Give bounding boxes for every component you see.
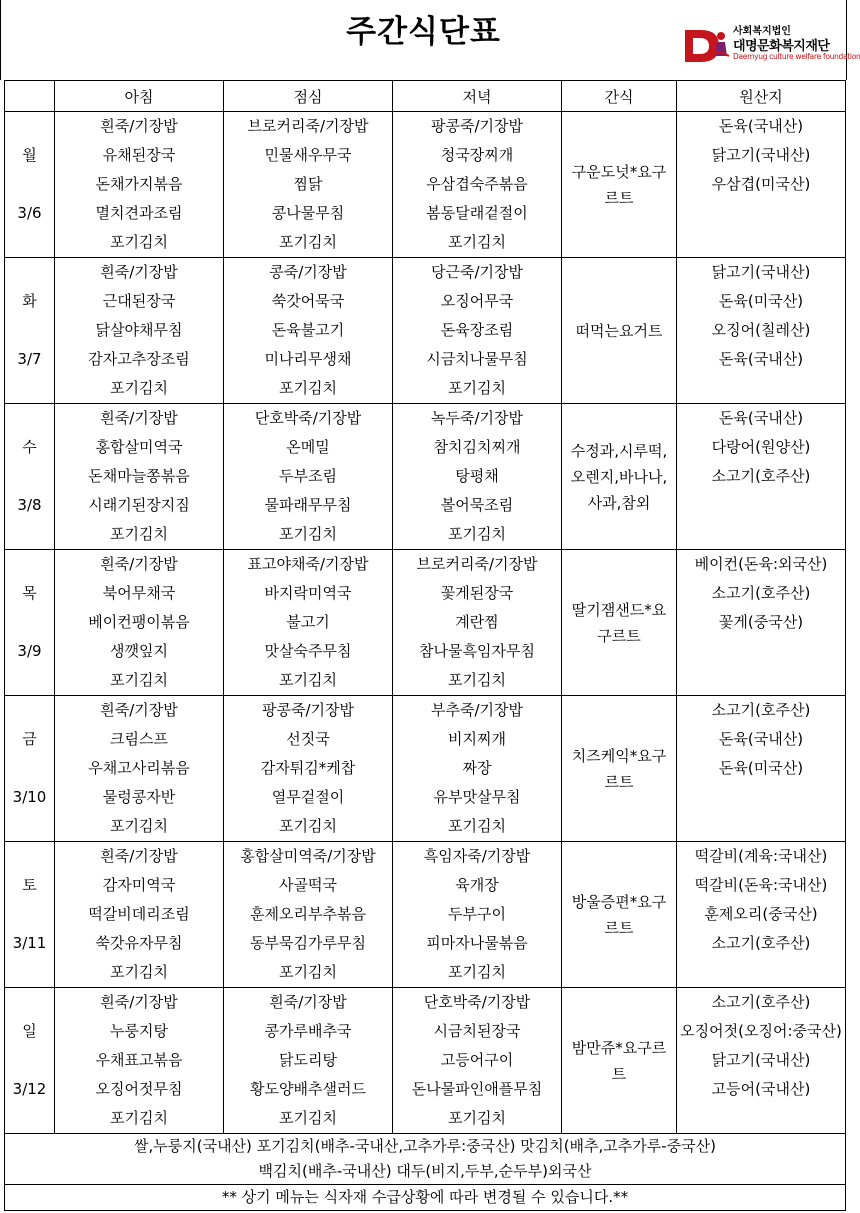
dinner-cell [393, 696, 562, 842]
footer-line: 쌀,누룽지(국내산) 포기김치(배추-국내산,고추가루:중국산) 맛김치(배추,고추가루-중국산) [134, 1137, 716, 1155]
origin-item: 오징어젓(오징어:중국산) [680, 1022, 842, 1040]
origin-item: 돈육(국내산) [718, 350, 804, 368]
dinner-item: 봄동달래겉절이 [426, 204, 528, 222]
weekday-label: 일 [22, 1022, 37, 1040]
origin-item: 소고기(호주산) [711, 701, 811, 719]
origin-item: 훈제오리(중국산) [704, 905, 818, 923]
header-dinner: 저녁 [393, 81, 562, 112]
table-header-row [5, 81, 846, 112]
logo-subtitle: 사회복지법인 [733, 26, 791, 37]
dinner-item: 포기김치 [448, 671, 506, 689]
dinner-item: 탕평채 [455, 467, 499, 485]
notice-text: ** 상기 메뉴는 식자재 수급상황에 따라 변경될 수 있습니다.** [5, 1185, 846, 1211]
breakfast-item: 흰죽/기장밥 [100, 993, 178, 1011]
lunch-item: 콩나물무침 [271, 204, 345, 222]
snack-cell: 치즈케익*요구르트 [562, 696, 677, 842]
origin-item: 돈육(미국산) [718, 292, 804, 310]
breakfast-item: 포기김치 [110, 525, 168, 543]
dinner-item: 브로커리죽/기장밥 [416, 555, 538, 573]
lunch-cell [224, 550, 393, 696]
lunch-item: 감자튀김*케찹 [260, 759, 356, 777]
snack-cell: 딸기잼샌드*요구르트 [562, 550, 677, 696]
date-label: 3/10 [12, 788, 47, 806]
breakfast-item: 우채표고볶음 [95, 1051, 183, 1069]
lunch-item: 홍합살미역죽/기장밥 [240, 847, 376, 865]
origin-item: 떡갈비(계육:국내산) [694, 847, 828, 865]
day-cell [5, 258, 55, 404]
lunch-item: 민물새우무국 [264, 146, 352, 164]
origin-item: 우삼겹(미국산) [711, 175, 811, 193]
breakfast-item: 흰죽/기장밥 [100, 555, 178, 573]
lunch-item: 흰죽/기장밥 [269, 993, 347, 1011]
dinner-cell [393, 112, 562, 258]
dinner-cell [393, 988, 562, 1134]
snack-cell: 구운도넛*요구르트 [562, 112, 677, 258]
footer-notice-row [5, 1185, 846, 1211]
weekday-label: 화 [22, 292, 37, 310]
dinner-cell [393, 404, 562, 550]
dinner-item: 육개장 [455, 876, 499, 894]
logo-english: Daemyug culture welfare foundation [733, 52, 860, 61]
lunch-item: 콩죽/기장밥 [269, 263, 347, 281]
dinner-item: 오징어무국 [440, 292, 514, 310]
dinner-item: 포기김치 [448, 525, 506, 543]
day-cell [5, 550, 55, 696]
breakfast-item: 물렁콩자반 [102, 788, 176, 806]
dinner-item: 시금치된장국 [433, 1022, 521, 1040]
dinner-item: 녹두죽/기장밥 [431, 409, 523, 427]
dinner-item: 포기김치 [448, 379, 506, 397]
lunch-item: 열무겉절이 [271, 788, 345, 806]
breakfast-cell [55, 696, 224, 842]
breakfast-item: 포기김치 [110, 1109, 168, 1127]
breakfast-item: 북어무채국 [102, 584, 176, 602]
origin-item: 돈육(미국산) [718, 759, 804, 777]
breakfast-item: 흰죽/기장밥 [100, 409, 178, 427]
day-cell [5, 842, 55, 988]
breakfast-item: 쑥갓유자무침 [95, 934, 183, 952]
dinner-item: 유부맛살무침 [433, 788, 521, 806]
lunch-item: 포기김치 [279, 671, 337, 689]
breakfast-cell [55, 404, 224, 550]
header-day [5, 81, 55, 112]
dinner-item: 두부구이 [448, 905, 506, 923]
lunch-item: 물파래무무침 [264, 496, 352, 514]
dinner-item: 피마자나물볶음 [426, 934, 528, 952]
dinner-item: 참치김치찌개 [433, 438, 521, 456]
lunch-item: 맛살숙주무침 [264, 642, 352, 660]
origin-item: 소고기(호주산) [711, 934, 811, 952]
origin-item: 소고기(호주산) [711, 467, 811, 485]
lunch-item: 포기김치 [279, 963, 337, 981]
breakfast-item: 흰죽/기장밥 [100, 117, 178, 135]
logo-name: 대명문화복지재단 [733, 39, 830, 54]
dinner-cell [393, 550, 562, 696]
date-label: 3/7 [17, 350, 42, 368]
day-row [5, 696, 846, 842]
breakfast-cell [55, 258, 224, 404]
date-label: 3/9 [17, 642, 42, 660]
lunch-cell [224, 696, 393, 842]
origin-item: 돈육(국내산) [718, 117, 804, 135]
lunch-item: 사골떡국 [279, 876, 337, 894]
lunch-cell [224, 988, 393, 1134]
lunch-item: 황도양배추샐러드 [250, 1080, 366, 1098]
snack-cell: 떠먹는요거트 [562, 258, 677, 404]
lunch-item: 브로커리죽/기장밥 [247, 117, 369, 135]
foundation-logo-icon [681, 26, 731, 66]
day-row [5, 404, 846, 550]
dinner-item: 부추죽/기장밥 [431, 701, 523, 719]
origin-item: 베이컨(돈육:외국산) [694, 555, 828, 573]
origin-item: 다랑어(원양산) [711, 438, 811, 456]
origin-item: 떡갈비(돈육:국내산) [694, 876, 828, 894]
day-row [5, 112, 846, 258]
page-header [0, 0, 860, 80]
breakfast-cell [55, 112, 224, 258]
dinner-item: 짜장 [462, 759, 492, 777]
origin-item: 돈육(국내산) [718, 409, 804, 427]
footer-line: 백김치(배추-국내산) 대두(비지,두부,순두부)외국산 [258, 1162, 592, 1180]
snack-cell: 밤만쥬*요구르트 [562, 988, 677, 1134]
day-row [5, 550, 846, 696]
lunch-item: 찜닭 [293, 175, 323, 193]
weekday-label: 토 [22, 876, 37, 894]
dinner-item: 비지찌개 [448, 730, 506, 748]
breakfast-item: 우채고사리볶음 [88, 759, 190, 777]
breakfast-item: 흰죽/기장밥 [100, 847, 178, 865]
breakfast-item: 닭살야채무침 [95, 321, 183, 339]
breakfast-item: 근대된장국 [102, 292, 176, 310]
snack-cell: 방울증편*요구르트 [562, 842, 677, 988]
dinner-cell [393, 258, 562, 404]
lunch-cell [224, 258, 393, 404]
date-label: 3/6 [17, 204, 42, 222]
day-cell [5, 404, 55, 550]
breakfast-item: 오징어젓무침 [95, 1080, 183, 1098]
header-snack: 간식 [562, 81, 677, 112]
breakfast-item: 크림스프 [110, 730, 168, 748]
lunch-item: 훈제오리부추볶음 [250, 905, 366, 923]
dinner-cell [393, 842, 562, 988]
breakfast-item: 누룽지탕 [110, 1022, 168, 1040]
dinner-item: 팡콩죽/기장밥 [431, 117, 523, 135]
dinner-item: 우삼겹숙주볶음 [426, 175, 528, 193]
breakfast-item: 포기김치 [110, 671, 168, 689]
lunch-item: 표고야채죽/기장밥 [247, 555, 369, 573]
lunch-item: 미나리무생채 [264, 350, 352, 368]
dinner-item: 청국장찌개 [440, 146, 514, 164]
breakfast-item: 감자미역국 [102, 876, 176, 894]
origin-item: 닭고기(국내산) [711, 263, 811, 281]
lunch-item: 온메밀 [286, 438, 330, 456]
lunch-item: 팡콩죽/기장밥 [262, 701, 354, 719]
dinner-item: 볼어묵조림 [440, 496, 514, 514]
breakfast-cell [55, 550, 224, 696]
lunch-item: 닭도리탕 [279, 1051, 337, 1069]
origin-item: 돈육(국내산) [718, 730, 804, 748]
weekday-label: 월 [22, 146, 37, 164]
origin-cell [677, 842, 846, 988]
day-row [5, 258, 846, 404]
date-label: 3/12 [12, 1080, 47, 1098]
origin-cell [677, 404, 846, 550]
weekday-label: 금 [22, 730, 37, 748]
breakfast-item: 포기김치 [110, 963, 168, 981]
origin-cell [677, 550, 846, 696]
origin-cell [677, 988, 846, 1134]
lunch-item: 돈육불고기 [271, 321, 345, 339]
lunch-item: 콩가루배추국 [264, 1022, 352, 1040]
breakfast-item: 돈채가지볶음 [95, 175, 183, 193]
dinner-item: 고등어구이 [440, 1051, 514, 1069]
breakfast-cell [55, 842, 224, 988]
breakfast-item: 베이컨팽이볶음 [88, 613, 190, 631]
dinner-item: 포기김치 [448, 963, 506, 981]
lunch-item: 포기김치 [279, 525, 337, 543]
day-cell [5, 112, 55, 258]
breakfast-item: 멸치견과조림 [95, 204, 183, 222]
header-lunch: 점심 [224, 81, 393, 112]
breakfast-item: 시래기된장지짐 [88, 496, 190, 514]
origin-cell [677, 258, 846, 404]
origin-cell [677, 112, 846, 258]
origin-item: 닭고기(국내산) [711, 146, 811, 164]
lunch-item: 불고기 [286, 613, 330, 631]
lunch-item: 쑥갓어묵국 [271, 292, 345, 310]
breakfast-item: 포기김치 [110, 817, 168, 835]
weekday-label: 수 [22, 438, 37, 456]
date-label: 3/11 [12, 934, 47, 952]
breakfast-item: 흰죽/기장밥 [100, 263, 178, 281]
origin-item: 꽃게(중국산) [718, 613, 804, 631]
dinner-item: 포기김치 [448, 1109, 506, 1127]
lunch-item: 단호박죽/기장밥 [254, 409, 362, 427]
day-cell [5, 696, 55, 842]
weekday-label: 목 [22, 584, 37, 602]
origin-item: 소고기(호주산) [711, 584, 811, 602]
breakfast-item: 유채된장국 [102, 146, 176, 164]
dinner-item: 참나물흑임자무침 [419, 642, 535, 660]
header-origin: 원산지 [677, 81, 846, 112]
lunch-item: 포기김치 [279, 1109, 337, 1127]
origin-item: 소고기(호주산) [711, 993, 811, 1011]
dinner-item: 당근죽/기장밥 [431, 263, 523, 281]
dinner-item: 돈나물파인애플무침 [411, 1080, 543, 1098]
lunch-item: 포기김치 [279, 233, 337, 251]
lunch-item: 동부묵김가루무침 [250, 934, 366, 952]
dinner-item: 포기김치 [448, 233, 506, 251]
breakfast-item: 생깻잎지 [110, 642, 168, 660]
dinner-item: 꽃게된장국 [440, 584, 514, 602]
breakfast-item: 홍합살미역국 [95, 438, 183, 456]
lunch-cell [224, 404, 393, 550]
footer-origin-note [5, 1134, 846, 1185]
breakfast-cell [55, 988, 224, 1134]
breakfast-item: 포기김치 [110, 379, 168, 397]
footer-origin-row [5, 1134, 846, 1185]
day-cell [5, 988, 55, 1134]
header-breakfast: 아침 [55, 81, 224, 112]
origin-item: 오징어(칠레산) [711, 321, 811, 339]
dinner-item: 계란찜 [455, 613, 499, 631]
dinner-item: 단호박죽/기장밥 [423, 993, 531, 1011]
breakfast-item: 포기김치 [110, 233, 168, 251]
day-row [5, 988, 846, 1134]
origin-cell [677, 696, 846, 842]
lunch-item: 선짓국 [286, 730, 330, 748]
origin-item: 닭고기(국내산) [711, 1051, 811, 1069]
breakfast-item: 흰죽/기장밥 [100, 701, 178, 719]
lunch-item: 포기김치 [279, 817, 337, 835]
lunch-item: 포기김치 [279, 379, 337, 397]
lunch-item: 바지락미역국 [264, 584, 352, 602]
page-title: 주간식단표 [346, 14, 501, 50]
dinner-item: 돈육장조림 [440, 321, 514, 339]
breakfast-item: 감자고추장조림 [88, 350, 190, 368]
weekly-menu-table [4, 80, 846, 1211]
origin-item: 고등어(국내산) [711, 1080, 811, 1098]
lunch-cell [224, 842, 393, 988]
foundation-logo [681, 22, 860, 68]
dinner-item: 포기김치 [448, 817, 506, 835]
day-row [5, 842, 846, 988]
breakfast-item: 돈채마늘쫑볶음 [88, 467, 190, 485]
dinner-item: 흑임자죽/기장밥 [423, 847, 531, 865]
lunch-cell [224, 112, 393, 258]
date-label: 3/8 [17, 496, 42, 514]
lunch-item: 두부조림 [279, 467, 337, 485]
breakfast-item: 떡갈비데리조림 [88, 905, 190, 923]
dinner-item: 시금치나물무침 [426, 350, 528, 368]
snack-cell: 수정과,시루떡,오렌지,바나나,사과,참외 [562, 404, 677, 550]
